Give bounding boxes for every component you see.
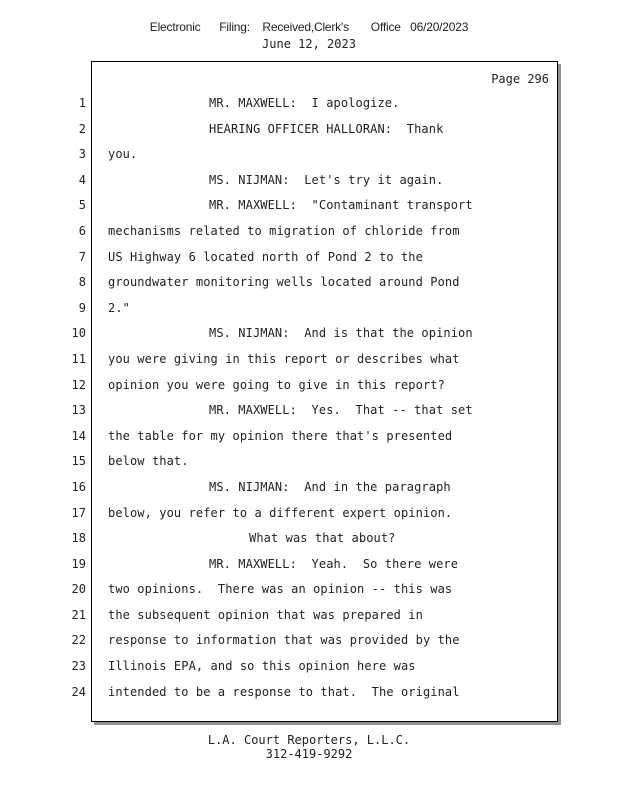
filing-stamp: Electronic Filing: Received,Clerk's Office 06/20/2023	[149, 20, 469, 34]
line-number: 19	[71, 556, 86, 571]
line-number: 16	[71, 479, 86, 494]
line-number: 15	[71, 454, 86, 469]
line-number: 6	[78, 223, 86, 238]
transcript-line: intended to be a response to that. The original	[108, 684, 460, 699]
line-number: 3	[78, 147, 86, 162]
line-number: 17	[71, 505, 86, 520]
line-number: 23	[71, 659, 86, 674]
line-number: 14	[71, 428, 86, 443]
line-number: 22	[71, 633, 86, 648]
line-number: 13	[71, 403, 86, 418]
transcript-line: Illinois EPA, and so this opinion here was	[108, 659, 416, 674]
transcript-line: MS. NIJMAN: And in the paragraph	[209, 479, 451, 494]
transcript-line: below that.	[108, 454, 189, 469]
transcript-date: June 12, 2023	[262, 37, 356, 51]
transcript-line: 2."	[108, 300, 130, 315]
line-number: 18	[71, 531, 86, 546]
line-number: 5	[78, 198, 86, 213]
court-reporter-phone: 312-419-9292	[265, 747, 353, 761]
transcript-line: opinion you were going to give in this report?	[108, 377, 445, 392]
line-number: 24	[71, 684, 86, 699]
line-number: 8	[78, 275, 86, 290]
transcript-line: MR. MAXWELL: Yes. That -- that set	[209, 403, 473, 418]
transcript-body	[108, 91, 553, 705]
line-number: 9	[78, 300, 86, 315]
transcript-line: MR. MAXWELL: Yeah. So there were	[209, 556, 459, 571]
transcript-line: US Highway 6 located north of Pond 2 to the	[108, 249, 423, 264]
line-number: 4	[78, 172, 86, 187]
line-number: 1	[78, 96, 86, 110]
page-footer	[0, 733, 618, 761]
transcript-line: response to information that was provided by the	[108, 633, 460, 648]
transcript-line: MS. NIJMAN: And is that the opinion	[209, 326, 473, 341]
court-reporter-name: L.A. Court Reporters, L.L.C.	[207, 733, 411, 747]
transcript-line: two opinions. There was an opinion -- this was	[108, 582, 453, 597]
transcript-line: the table for my opinion there that's presented	[108, 428, 453, 443]
line-number: 2	[78, 121, 86, 136]
transcript-line: below, you refer to a different expert opinion.	[108, 505, 453, 520]
transcript-line: MR. MAXWELL: I apologize.	[209, 96, 400, 110]
line-number: 7	[78, 249, 86, 264]
line-number: 11	[71, 351, 86, 366]
transcript-line: HEARING OFFICER HALLORAN: Thank	[209, 121, 444, 136]
transcript-line: groundwater monitoring wells located around Pond	[108, 275, 460, 290]
transcript-line: What was that about?	[249, 531, 396, 546]
transcript-line: you were giving in this report or describes what	[108, 351, 460, 366]
page-number: Page 296	[491, 72, 549, 86]
transcript-line: the subsequent opinion that was prepared in	[108, 607, 423, 622]
line-number: 20	[71, 582, 86, 597]
line-number: 10	[71, 326, 86, 341]
line-number: 21	[71, 607, 86, 622]
line-number: 12	[71, 377, 86, 392]
line-number-column	[54, 91, 86, 705]
transcript-line: mechanisms related to migration of chloride from	[108, 223, 460, 238]
transcript-line: MR. MAXWELL: "Contaminant transport	[209, 198, 473, 213]
transcript-line: MS. NIJMAN: Let's try it again.	[209, 172, 444, 187]
transcript-line: you.	[108, 147, 138, 162]
